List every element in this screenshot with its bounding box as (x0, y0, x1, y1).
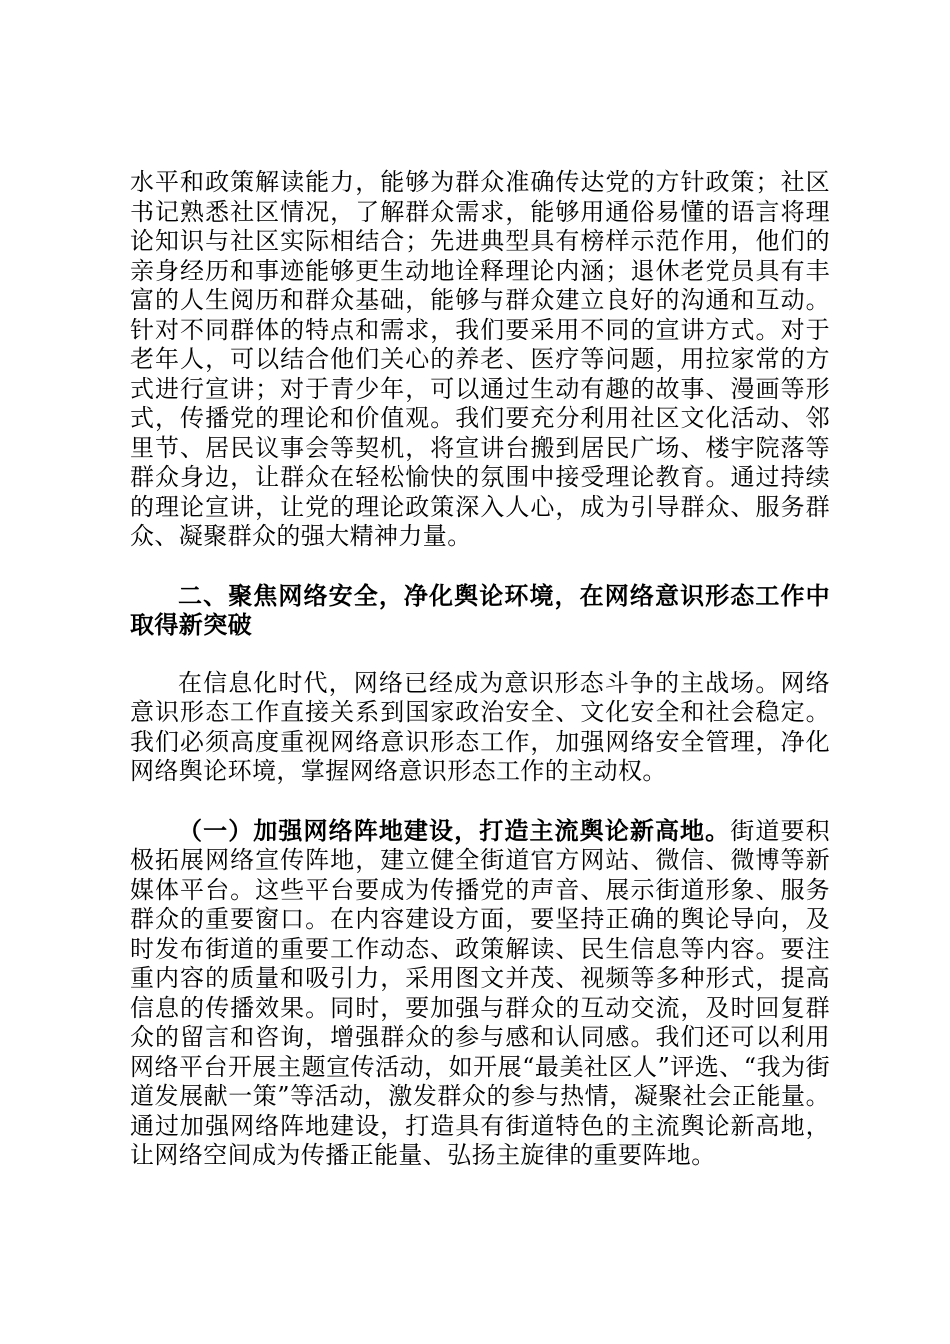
document-body (130, 168, 830, 1171)
section-heading: 二、聚焦网络安全，净化舆论环境，在网络意识形态工作中取得新突破 (130, 580, 830, 639)
subsection-paragraph (130, 816, 830, 1171)
paragraph-continuation: 水平和政策解读能力，能够为群众准确传达党的方针政策；社区书记熟悉社区情况，了解群众需求，能够用通俗易懂的语言将理论知识与社区实际相结合；先进典型具有榜样示范作用，他们的亲身经历和事迹能够更生动地诠释理论内涵；退休老党员具有丰富的人生阅历和群众基础，能够与群众建立良好的沟通和互动。针对不同群体的特点和需求，我们要采用不同的宣讲方式。对于老年人，可以结合他们关心的养老、医疗等问题，用拉家常的方式进行宣讲；对于青少年，可以通过生动有趣的故事、漫画等形式，传播党的理论和价值观。我们要充分利用社区文化活动、邻里节、居民议事会等契机，将宣讲台搬到居民广场、楼宇院落等群众身边，让群众在轻松愉快的氛围中接受理论教育。通过持续的理论宣讲，让党的理论政策深入人心，成为引导群众、服务群众、凝聚群众的强大精神力量。 (130, 168, 830, 550)
subsection-lead: （一）加强网络阵地建设，打造主流舆论新高地。 (178, 815, 731, 845)
subsection-body: 街道要积极拓展网络宣传阵地，建立健全街道官方网站、微信、微博等新媒体平台。这些平台要成为传播党的声音、展示街道形象、服务群众的重要窗口。在内容建设方面，要坚持正确的舆论导向，及时发布街道的重要工作动态、政策解读、民生信息等内容。要注重内容的质量和吸引力，采用图文并茂、视频等多种形式，提高信息的传播效果。同时，要加强与群众的互动交流，及时回复群众的留言和咨询，增强群众的参与感和认同感。我们还可以利用网络平台开展主题宣传活动，如开展“最美社区人”评选、“我为街道发展献一策”等活动，激发群众的参与热情，凝聚社会正能量。通过加强网络阵地建设，打造具有街道特色的主流舆论新高地，让网络空间成为传播正能量、弘扬主旋律的重要阵地。 (130, 816, 830, 1169)
section-intro-paragraph: 在信息化时代，网络已经成为意识形态斗争的主战场。网络意识形态工作直接关系到国家政治安全、文化安全和社会稳定。我们必须高度重视网络意识形态工作，加强网络安全管理，净化网络舆论环境，掌握网络意识形态工作的主动权。 (130, 668, 830, 785)
